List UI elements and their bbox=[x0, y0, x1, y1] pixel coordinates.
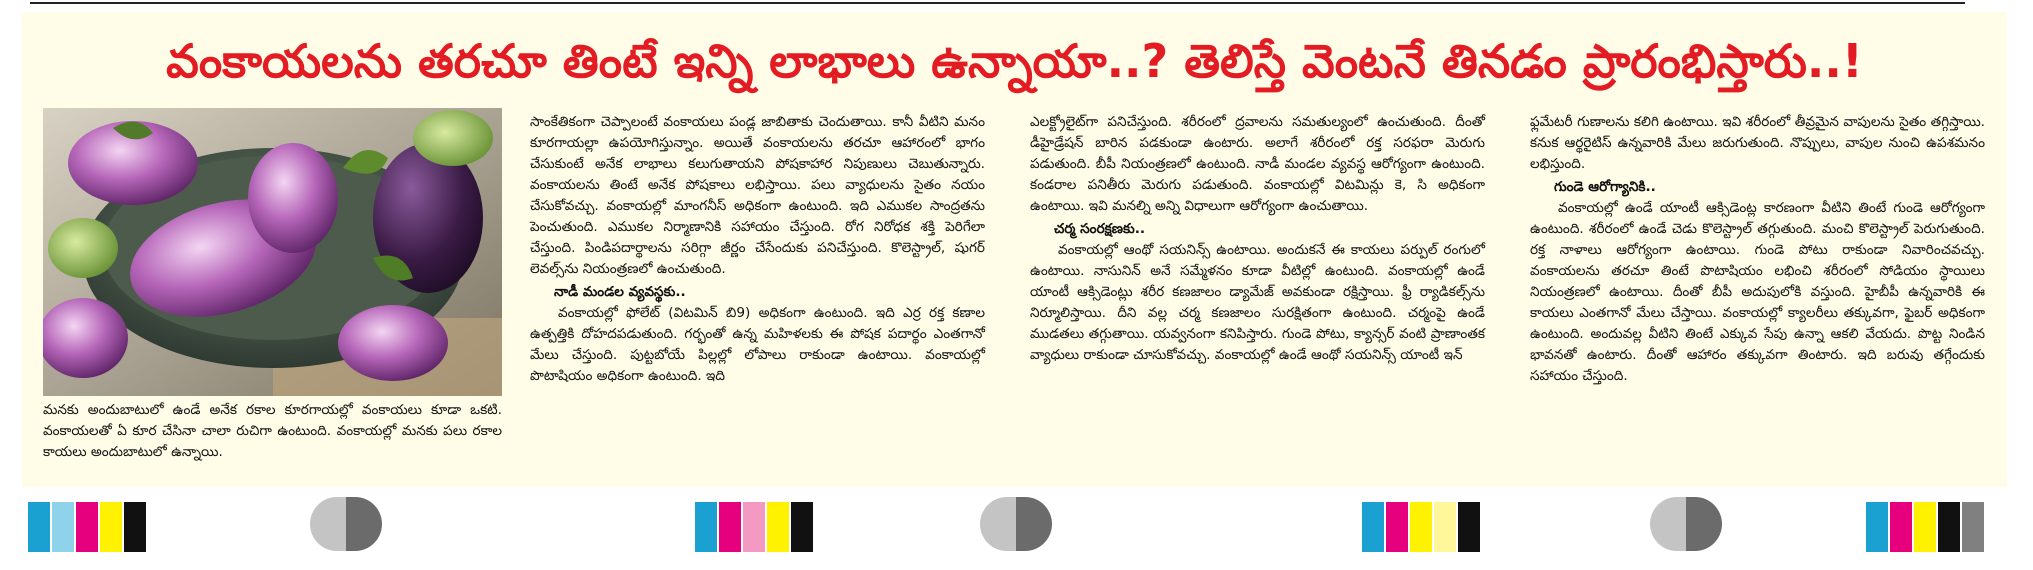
article-column-4 bbox=[1530, 112, 1985, 387]
registration-mark bbox=[310, 497, 382, 551]
color-swatch bbox=[1962, 502, 1984, 552]
color-swatch bbox=[719, 502, 741, 552]
eggplant-photo bbox=[43, 108, 502, 396]
color-swatch bbox=[1458, 502, 1480, 552]
color-swatch bbox=[1362, 502, 1384, 552]
subheading: నాడీ మండల వ్యవస్థకు.. bbox=[554, 284, 686, 300]
paragraph: వంకాయల్లో ఫోలేట్ (విటమిన్ బి9) అధికంగా ఉంటుంది. ఇది ఎర్ర రక్త కణాల ఉత్పత్తికి దోహదపడుతుంది. గర్భంతో ఉన్న మహిళలకు ఈ పోషక పదార్థం ఎంతగానో మేలు చేస్తుంది. పుట్టబోయే పిల్లల్లో లోపాలు రాకుండా ఉంటాయి. వంకాయల్లో పొటాషియం అధికంగా ఉంటుంది. ఇది bbox=[530, 305, 985, 384]
subheading: చర్మ సంరక్షణకు.. bbox=[1054, 221, 1146, 237]
color-swatch bbox=[1386, 502, 1408, 552]
article-panel bbox=[22, 12, 2007, 487]
color-swatch bbox=[1914, 502, 1936, 552]
color-swatch bbox=[28, 502, 50, 552]
color-swatch bbox=[695, 502, 717, 552]
paragraph: ఎలక్ట్రోలైట్‌గా పనిచేస్తుంది. శరీరంలో ద్రవాలను సమతుల్యంలో ఉంచుతుంది. దీంతో డీహైడ్రేషన్ బారిన పడకుండా ఉంటారు. అలాగే శరీరంలో రక్త సరఫరా మెరుగు పడుతుంది. బీపీ నియంత్రణలో ఉంటుంది. నాడీ మండల వ్యవస్థ ఆరోగ్యంగా ఉంటుంది. కండరాల పనితీరు మెరుగు పడుతుంది. వంకాయల్లో విటమిన్లు కె, సి అధికంగా ఉంటాయి. ఇవి మనల్ని అన్ని విధాలుగా ఆరోగ్యంగా ఉంచుతాయి. bbox=[1030, 114, 1485, 214]
color-swatch bbox=[1938, 502, 1960, 552]
color-swatch bbox=[100, 502, 122, 552]
color-swatch bbox=[76, 502, 98, 552]
top-rule bbox=[30, 2, 1965, 4]
color-swatch bbox=[124, 502, 146, 552]
registration-mark bbox=[1650, 497, 1722, 551]
color-swatch bbox=[1866, 502, 1888, 552]
eggplant-illustration bbox=[43, 108, 502, 396]
article-column-3 bbox=[1030, 112, 1485, 366]
article-column-2 bbox=[530, 112, 985, 387]
paragraph: వంకాయల్లో ఆంథో సయనిన్స్ ఉంటాయి. అందుకనే ఈ కాయలు పర్పుల్ రంగులో ఉంటాయి. నాసునిన్ అనే సమ్మేళనం కూడా వీటిల్లో ఉంటుంది. వంకాయల్లో ఉండే యాంటీ ఆక్సిడెంట్లు శరీర కణజాలం డ్యామేజ్ అవకుండా రక్షిస్తాయి. ఫ్రీ ర్యాడికల్స్‌ను నిర్మూలిస్తాయి. దీని వల్ల చర్మ కణజాలం సురక్షితంగా ఉంటుంది. చర్మంపై ఉండే ముడతలు తగ్గుతాయి. యవ్వనంగా కనిపిస్తారు. గుండె పోటు, క్యాన్సర్ వంటి ప్రాణాంతక వ్యాధులు రాకుండా చూసుకోవచ్చు. వంకాయల్లో ఉండే ఆంథో సయనిన్స్ యాంటీ ఇన్ bbox=[1030, 242, 1485, 363]
paragraph: వంకాయల్లో ఉండే యాంటీ ఆక్సిడెంట్ల కారణంగా వీటిని తింటే గుండె ఆరోగ్యంగా ఉంటుంది. శరీరంలో ఉండే చెడు కొలెస్ట్రాల్ తగ్గుతుంది. మంచి కొలెస్ట్రాల్ పెరుగుతుంది. రక్త నాళాలు ఆరోగ్యంగా ఉంటాయి. గుండె పోటు రాకుండా నివారించవచ్చు. వంకాయలను తరచూ తింటే పొటాషియం లభించి శరీరంలో సోడియం స్థాయిలు నియంత్రణలో ఉంటాయి. దీంతో బీపీ అదుపులోకి వస్తుంది. హైబీపీ ఉన్నవారికి ఈ కాయలు ఎంతగానో మేలు చేస్తాయి. వంకాయల్లో క్యాలరీలు తక్కువగా, ఫైబర్ అధికంగా ఉంటుంది. అందువల్ల వీటిని తింటే ఎక్కువ సేపు ఉన్నా ఆకలి వేయదు. పొట్ట నిండిన భావనతో ఉంటారు. దీంతో ఆహారం తక్కువగా తింటారు. ఇది బరువు తగ్గేందుకు సహాయం చేస్తుంది. bbox=[1530, 200, 1985, 384]
color-swatch bbox=[1410, 502, 1432, 552]
color-swatch bbox=[52, 502, 74, 552]
paragraph: ఫ్లమేటరీ గుణాలను కలిగి ఉంటాయి. ఇవి శరీరంలో తీవ్రమైన వాపులను సైతం తగ్గిస్తాయి. కనుక ఆర్థరైటిస్ ఉన్నవారికి మేలు జరుగుతుంది. నొప్పులు, వాపుల నుంచి ఉపశమనం లభిస్తుంది. bbox=[1530, 114, 1985, 172]
color-swatch bbox=[1434, 502, 1456, 552]
subheading: గుండె ఆరోగ్యానికి.. bbox=[1554, 179, 1656, 195]
paragraph: సాంకేతికంగా చెప్పాలంటే వంకాయలు పండ్ల జాబితాకు చెందుతాయి. కానీ వీటిని మనం కూరగాయల్లా ఉపయోగిస్తున్నాం. అయితే వంకాయలను తరచూ ఆహారంలో భాగం చేసుకుంటే అనేక లాభాలు కలుగుతాయని పోషకాహార నిపుణులు చెబుతున్నారు. వంకాయలను తింటే అనేక పోషకాలు లభిస్తాయి. పలు వ్యాధులను సైతం నయం చేసుకోవచ్చు. వంకాయల్లో మాంగనీస్ అధికంగా ఉంటుంది. ఇది ఎముకల సాంద్రతను పెంచుతుంది. ఎముకల నిర్మాణానికి సహాయం చేస్తుంది. రోగ నిరోధక శక్తి పెరిగేలా చేస్తుంది. పిండిపదార్థాలను సరిగ్గా జీర్ణం చేసేందుకు పనిచేస్తుంది. కొలెస్ట్రాల్, షుగర్ లెవల్స్‌ను నియంత్రణలో ఉంచుతుంది. bbox=[530, 114, 985, 277]
color-swatch bbox=[791, 502, 813, 552]
headline: వంకాయలను తరచూ తింటే ఇన్ని లాభాలు ఉన్నాయా..? తెలిస్తే వెంటనే తినడం ప్రారంభిస్తారు..! bbox=[166, 34, 1863, 88]
color-swatch bbox=[767, 502, 789, 552]
color-swatch bbox=[1890, 502, 1912, 552]
registration-mark bbox=[980, 497, 1052, 551]
color-swatch bbox=[743, 502, 765, 552]
photo-caption: మనకు అందుబాటులో ఉండే అనేక రకాల కూరగాయల్లో వంకాయలు కూడా ఒకటి. వంకాయలతో ఏ కూర చేసినా చాలా రుచిగా ఉంటుంది. వంకాయల్లో మనకు పలు రకాల కాయలు అందుబాటులో ఉన్నాయి. bbox=[43, 402, 502, 460]
